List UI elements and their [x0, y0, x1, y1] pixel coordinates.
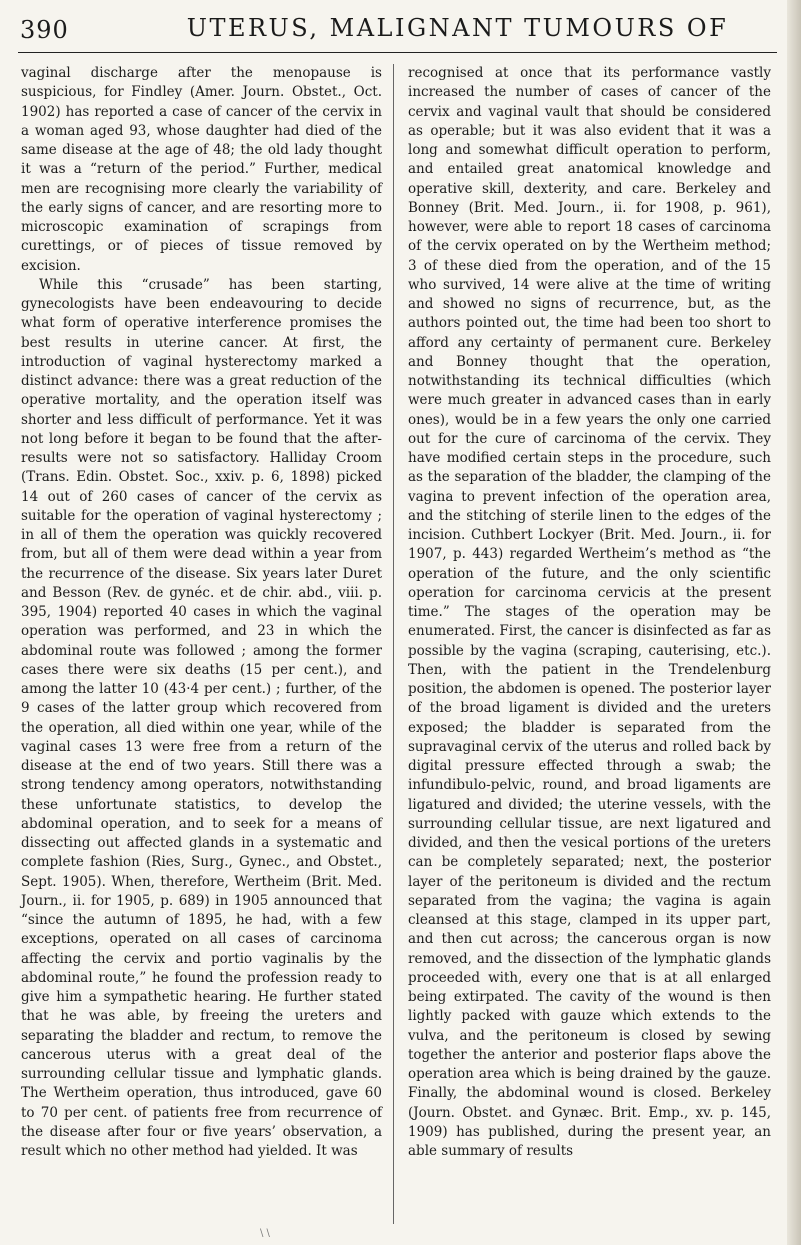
paragraph: While this “crusade” has been starting, gynecologists have been endeavouring to decide what form of operative interference promises the best results in uterine cancer. At first, the introduction of vaginal hysterectomy marked a distinct advance: there was a great reduction of the operative mortality, and the operation itself was shorter and less difficult of performance. Yet it was not long before it began to be found that the after-results were not so satisfactory. Halliday Croom (Trans. Edin. Obstet. Soc., xxiv. p. 6, 1898) picked 14 out of 260 cases of cancer of the cervix as suitable for the operation of vaginal hysterectomy ; in all of them the operation was quickly recovered from, but all of them were dead within a year from the recurrence of the disease. Six years later Duret and Besson (Rev. de gynéc. et de chir. abd., viii. p. 395, 1904) reported 40 cases in which the vaginal operation was performed, and 23 in which the abdominal route was followed ; among the former cases there were six deaths (15 per cent.), and among the latter 10 (43·4 per cent.) ; further, of the 9 cases of the latter group which recovered from the operation, all died within one year, while of the vaginal cases 13 were free from a return of the disease at the end of two years. Still there was a strong tendency among operators, notwithstanding these unfortunate statistics, to develop the abdominal operation, and to seek for a means of dissecting out affected glands in a systematic and complete fashion (Ries, Surg., Gynec., and Obstet., Sept. 1905). When, therefore, Wertheim (Brit. Med. Journ., ii. for 1905, p. 689) in 1905 announced that “since the autumn of 1895, he had, with a few exceptions, operated on all cases of carcinoma affecting the cervix and portio vaginalis by the abdominal route,” he found the profession ready to give him a sympathetic hearing. He further stated that he was able, by freeing the ureters and separating the bladder and rectum, to remove the cancerous uterus with a great deal of the surrounding cellular tissue and lymphatic glands. The Wertheim operation, thus introduced, gave 60 to 70 per cent. of patients free from recurrence of the disease after four or five years’ observation, a result which no other method had yielded. It was: [21, 276, 382, 1159]
footer-mark: \ \: [260, 1228, 270, 1239]
left-column: [21, 64, 382, 1161]
page-edge: [787, 0, 801, 1245]
running-title: UTERUS, MALIGNANT TUMOURS OF: [186, 14, 729, 42]
running-header: [18, 12, 777, 53]
paragraph: recognised at once that its performance vastly increased the number of cases of cancer of the cervix and vaginal vault that should be considered as operable; but it was also evident that it was a long and somewhat difficult operation to perform, and entailed great anatomical knowledge and operative skill, dexterity, and care. Berkeley and Bonney (Brit. Med. Journ., ii. for 1908, p. 961), however, were able to report 18 cases of carcinoma of the cervix operated on by the Wertheim method; 3 of these died from the operation, and of the 15 who survived, 14 were alive at the time of writing and showed no signs of recurrence, but, as the authors pointed out, the time had been too short to afford any certainty of permanent cure. Berkeley and Bonney thought that the operation, notwithstanding its technical difficulties (which were much greater in advanced cases than in early ones), would be in a few years the only one carried out for the cure of carcinoma of the cervix. They have modified certain steps in the procedure, such as the separation of the bladder, the clamping of the vagina to prevent infection of the operation area, and the stitching of sterile linen to the edges of the incision. Cuthbert Lockyer (Brit. Med. Journ., ii. for 1907, p. 443) regarded Wertheim’s method as “the operation of the future, and the only scientific operation for carcinoma cervicis at the present time.” The stages of the operation may be enumerated. First, the cancer is disinfected as far as possible by the vagina (scraping, cauterising, etc.). Then, with the patient in the Trendelenburg position, the abdomen is opened. The posterior layer of the broad ligament is divided and the ureters exposed; the bladder is separated from the supravaginal cervix of the uterus and rolled back by digital pressure effected through a swab; the infundibulo-pelvic, round, and broad ligaments are ligatured and divided; the uterine vessels, with the surrounding cellular tissue, are next ligatured and divided, and then the vesical portions of the ureters can be completely separated; next, the posterior layer of the peritoneum is divided and the rectum separated from the vagina; the vagina is again cleansed at this stage, clamped in its upper part, and then cut across; the cancerous organ is now removed, and the dissection of the lymphatic glands proceeded with, every one that is at all enlarged being extirpated. The cavity of the wound is then lightly packed with gauze which extends to the vulva, and the peritoneum is closed by sewing together the anterior and posterior flaps above the operation area which is being drained by the gauze. Finally, the abdominal wound is closed. Berkeley (Journ. Obstet. and Gynæc. Brit. Emp., xv. p. 145, 1909) has published, during the present year, an able summary of results: [408, 65, 771, 1159]
page-number: 390: [20, 16, 69, 44]
right-column: [408, 64, 771, 1161]
column-divider: [393, 64, 394, 1224]
paragraph: vaginal discharge after the menopause is suspicious, for Findley (Amer. Journ. Obstet., Oct. 1902) has reported a case of cancer of the cervix in a woman aged 93, whose daughter had died of the same disease at the age of 48; the old lady thought it was a “return of the period.” Further, medical men are recognising more clearly the variability of the early signs of cancer, and are resorting more to microscopic examination of scrapings from curettings, or of pieces of tissue removed by excision.: [21, 65, 382, 274]
